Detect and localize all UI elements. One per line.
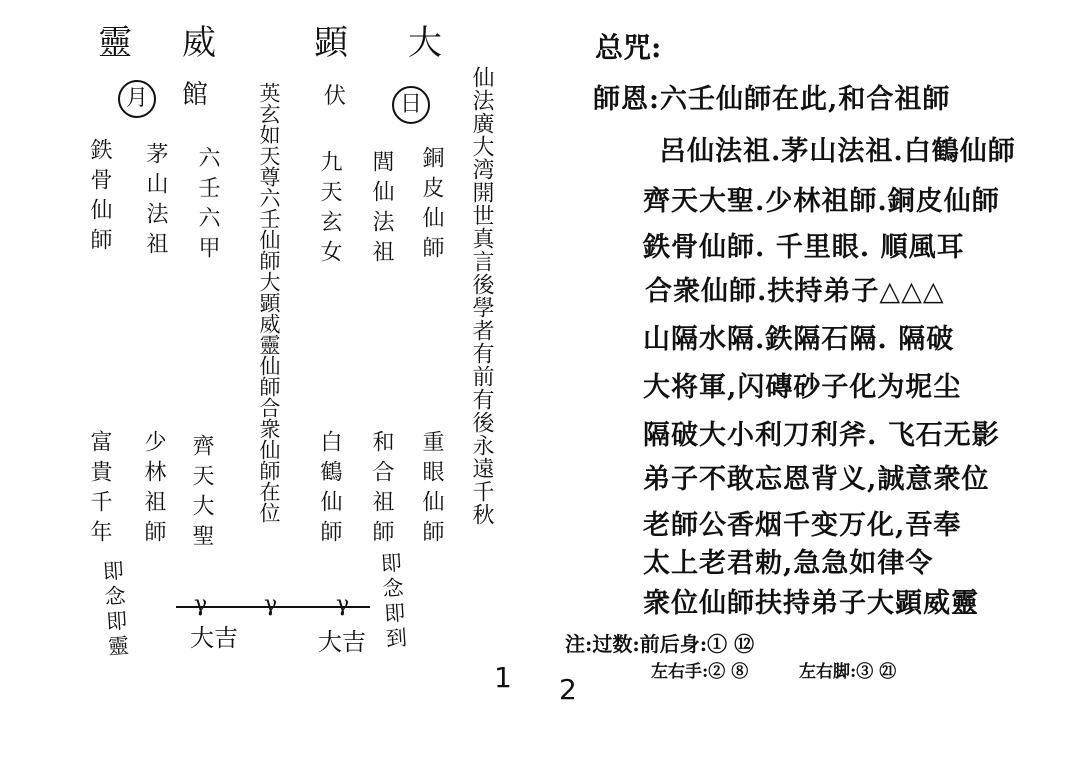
incantation-line-4: 鉄骨仙師. 千里眼. 順風耳	[643, 232, 965, 263]
incantation-line-5: 合衆仙師.扶持弟子△△△	[645, 276, 945, 307]
deity-qitian: 齊天大聖	[189, 434, 214, 554]
note-feet: 左右脚:③ ㉑	[799, 662, 897, 682]
deity-tiegu: 鉄骨仙師	[87, 138, 112, 258]
deity-liuren: 六壬六甲	[195, 146, 220, 266]
incantation-line-11: 太上老君勅,急急如律令	[643, 548, 934, 579]
incantation-line-6: 山隔水隔.鉄隔石隔. 隔破	[643, 324, 955, 355]
incantation-line-2: 呂仙法祖.茅山法祖.白鶴仙師	[659, 136, 1016, 167]
incantation-line-8: 隔破大小利刀利斧. 飞石无影	[643, 420, 1000, 451]
incantation-line-7: 大将軍,闪磚砂子化为坭尘	[643, 372, 962, 403]
incantation-line-1: 師恩:六壬仙師在此,和合祖師	[593, 84, 951, 115]
fu-label: 伏	[324, 84, 347, 109]
main-column: 仙法廣大湾開世真言後學者有前有後永遠千秋	[469, 66, 494, 526]
title-char-ling: 靈	[98, 23, 132, 63]
incantation-line-10: 老師公香烟千变万化,吾奉	[643, 510, 962, 541]
incantation-line-3: 齊天大聖.少林祖師.銅皮仙師	[643, 186, 1000, 217]
talisman-mark-1: γ	[194, 592, 208, 617]
deity-maoshan: 茅山法祖	[143, 142, 168, 262]
deity-lvxian: 閭仙法祖	[369, 150, 394, 270]
deity-baihe: 白鶴仙師	[317, 430, 342, 550]
right-page	[541, 0, 1082, 772]
hall-label: 館	[182, 80, 209, 110]
note-hands: 左右手:② ⑧	[651, 662, 749, 682]
deity-hehe: 和合祖師	[369, 430, 394, 550]
deity-shaolin: 少林祖師	[141, 430, 166, 550]
note-line-1: 注:过数:前后身:① ⑫	[565, 632, 755, 656]
deity-jiutian: 九天玄女	[317, 150, 342, 270]
incantation-line-12: 衆位仙師扶持弟子大顕威靈	[643, 588, 979, 619]
incantation-heading: 总咒:	[595, 31, 662, 64]
page-number-left: 1	[494, 661, 512, 694]
title-char-da: 大	[408, 23, 442, 63]
talisman-mark-3: γ	[336, 592, 350, 617]
fortune-fugui: 富貴千年	[87, 430, 112, 550]
title-char-wei: 威	[182, 23, 216, 63]
fortune-left: 大吉	[190, 624, 238, 652]
command-right: 即念即到	[377, 551, 409, 653]
talisman-mark-2: γ	[264, 592, 278, 617]
incantation-line-9: 弟子不敢忘恩背义,誠意衆位	[643, 464, 990, 495]
page-number-right: 2	[559, 673, 577, 706]
deity-tongpi: 銅皮仙師	[419, 146, 444, 266]
title-char-xian: 顕	[314, 23, 348, 63]
deity-zhongyan: 重眼仙師	[419, 430, 444, 550]
moon-circle-icon: 月	[118, 80, 156, 118]
lineage-column: 英玄如天尊六壬仙師大顕威靈仙師合衆仙師在位	[257, 82, 281, 523]
fortune-right: 大吉	[318, 628, 366, 656]
sun-circle-icon: 日	[392, 86, 430, 124]
command-left: 即念即靈	[99, 559, 131, 661]
